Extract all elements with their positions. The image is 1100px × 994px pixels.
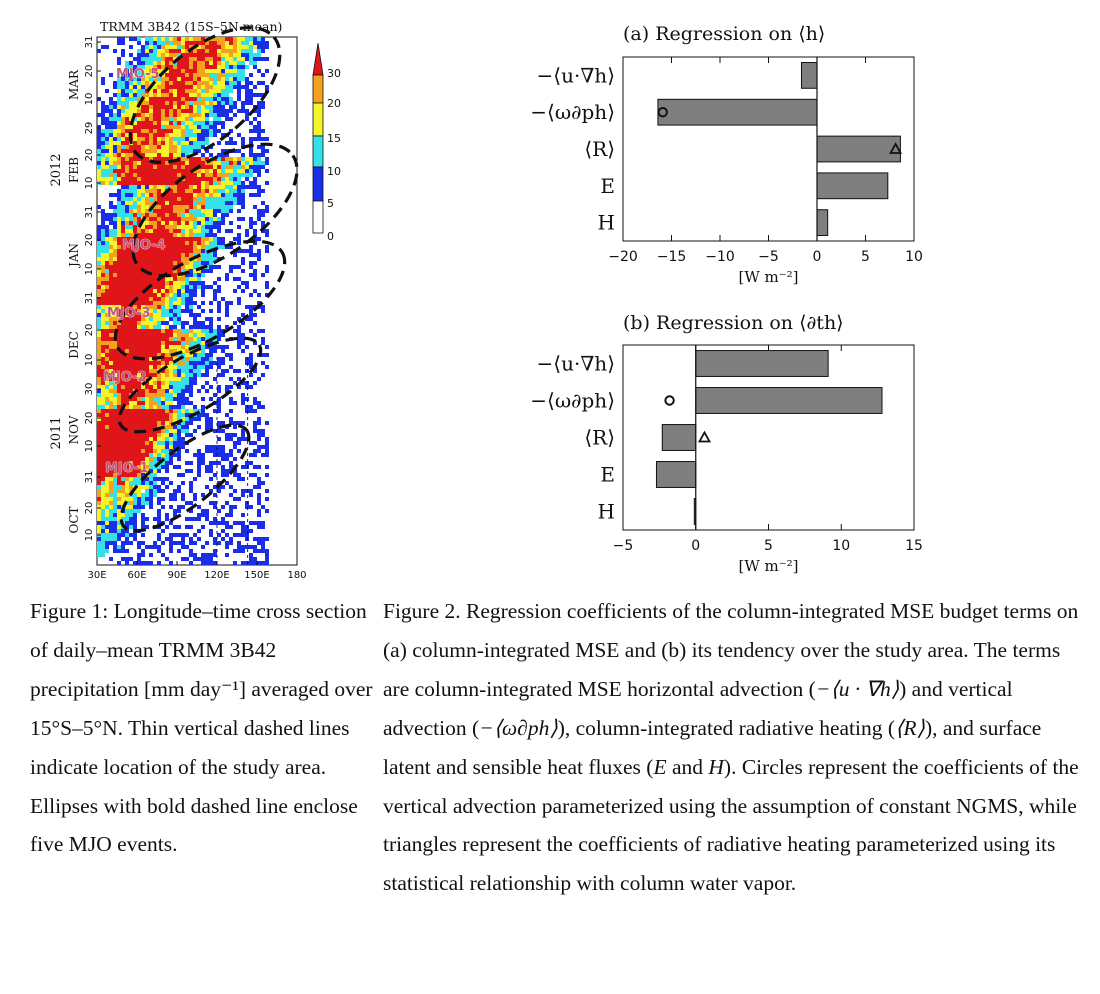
colorbar-segment <box>313 103 323 136</box>
month-label: FEB <box>67 157 81 183</box>
bar <box>662 425 695 451</box>
month-label: MAR <box>67 70 81 100</box>
day-label: 10 <box>84 176 95 190</box>
x-axis-label: [W m⁻²] <box>738 268 799 286</box>
panel-a <box>530 23 923 286</box>
panel-b <box>530 312 923 575</box>
triangle-marker <box>699 433 709 442</box>
tick-label: −5 <box>612 538 634 554</box>
category-label: H <box>597 499 615 524</box>
panel-a-title: (a) Regression on ⟨h⟩ <box>623 23 826 45</box>
colorbar-label: 20 <box>327 97 341 110</box>
day-label: 29 <box>84 121 95 135</box>
tick-label: 150E <box>244 570 270 581</box>
caption-text-6: ). Circles represent the coefficients of the vertical advection parameterized using the assumption of constant NGMS, while triangles represent the coefficients of radiative heating parameterized using its statistical relationship with column water vapor. <box>383 754 1079 896</box>
month-label: OCT <box>67 506 81 534</box>
category-label: −⟨ω∂ph⟩ <box>530 100 615 125</box>
figure-1-caption: Figure 1: Longitude–time cross section of daily–mean TRMM 3B42 precipitation [mm day⁻¹] averaged over 15°S–5°N. Thin vertical dashed lines indicate location of the study area. Ellipses with bold dashed line enclose five MJO events. <box>30 599 373 857</box>
tick-label: −20 <box>608 249 638 265</box>
bar <box>658 99 817 125</box>
mjo-label: MJO-4 <box>122 238 166 253</box>
bar <box>817 210 828 236</box>
day-label: 10 <box>84 353 95 367</box>
day-label: 10 <box>84 528 95 542</box>
tick-label: 10 <box>905 249 923 265</box>
day-label: 31 <box>84 35 95 49</box>
category-label: −⟨ω∂ph⟩ <box>530 388 615 413</box>
day-label: 30 <box>84 382 95 396</box>
day-label: 20 <box>84 148 95 162</box>
category-label: E <box>600 173 615 198</box>
day-label: 31 <box>84 291 95 305</box>
day-label: 20 <box>84 64 95 78</box>
mjo-label: MJO-1 <box>105 461 149 476</box>
bar <box>801 63 817 89</box>
tick-label: 180 <box>287 570 307 581</box>
tick-label: 120E <box>204 570 230 581</box>
day-label: 10 <box>84 92 95 106</box>
day-label: 20 <box>84 323 95 337</box>
hovmoller-title: TRMM 3B42 (15S–5N mean) <box>100 19 283 34</box>
tick-label: 30E <box>87 570 107 581</box>
caption-text-4: ), and surface latent and sensible heat fluxes ( <box>383 715 1042 779</box>
year-label: 2012 <box>49 153 64 187</box>
tick-label: −10 <box>705 249 735 265</box>
day-label: 20 <box>84 233 95 247</box>
caption-text-1: Figure 2. Regression coefficients of the column-integrated MSE budget terms on (a) column-integrated MSE and (b) its tendency over the study area. The terms are column-integrated MSE horizontal advection ( <box>383 599 1079 701</box>
colorbar-label: 5 <box>327 197 334 210</box>
caption-text-2: ) and vertical advection ( <box>383 676 1013 740</box>
bar <box>817 136 900 162</box>
category-label: ⟨R⟩ <box>584 137 615 161</box>
colorbar-label: 10 <box>327 165 341 178</box>
panel-b-title: (b) Regression on ⟨∂th⟩ <box>623 312 844 334</box>
x-axis-label: [W m⁻²] <box>738 557 799 575</box>
day-label: 31 <box>84 470 95 484</box>
tick-label: 0 <box>691 538 701 554</box>
tick-label: 10 <box>832 538 851 554</box>
day-label: 20 <box>84 411 95 425</box>
hovmoller-figure <box>49 3 341 581</box>
colorbar-label: 15 <box>327 132 341 145</box>
day-label: 10 <box>84 439 95 453</box>
colorbar-segment <box>313 167 323 201</box>
day-label: 10 <box>84 262 95 276</box>
caption-symbol-latent: E <box>653 754 667 779</box>
tick-label: −5 <box>758 249 779 265</box>
caption-symbol-sensible: H <box>708 754 724 779</box>
colorbar-segment <box>313 75 323 103</box>
tick-label: 5 <box>764 538 773 554</box>
caption-symbol-radiative-heating: ⟨R⟩ <box>895 715 925 740</box>
colorbar-label: 0 <box>327 230 334 243</box>
caption-symbol-vertical-advection: −⟨ω∂ph⟩ <box>479 715 558 740</box>
month-label: JAN <box>67 243 81 267</box>
year-label: 2011 <box>49 416 64 450</box>
bar <box>696 388 882 414</box>
tick-label: 15 <box>905 538 923 554</box>
tick-label: 90E <box>167 570 187 581</box>
caption-symbol-horizontal-advection: −⟨u · ∇h⟩ <box>815 676 900 701</box>
colorbar-segment <box>313 43 323 75</box>
tick-label: −15 <box>656 249 687 265</box>
category-label: E <box>600 462 615 487</box>
bar <box>656 462 695 488</box>
colorbar-label: 30 <box>327 67 341 80</box>
colorbar <box>313 43 341 243</box>
tick-label: 0 <box>812 249 822 265</box>
category-label: ⟨R⟩ <box>584 425 615 450</box>
month-label: DEC <box>67 331 81 359</box>
tick-label: 60E <box>127 570 147 581</box>
figure-2-caption <box>383 592 1083 903</box>
mjo-label: MJO-5 <box>116 67 160 82</box>
day-label: 20 <box>84 501 95 515</box>
caption-text-5: and <box>666 754 709 779</box>
category-label: −⟨u·∇h⟩ <box>536 351 615 376</box>
bar <box>696 351 828 377</box>
category-label: H <box>597 210 615 235</box>
precip-cells <box>97 37 269 565</box>
caption-text-3: ), column-integrated radiative heating ( <box>557 715 896 740</box>
hovmoller-y-ticks <box>49 36 101 542</box>
colorbar-segment <box>313 201 323 233</box>
month-label: NOV <box>67 415 81 445</box>
category-label: −⟨u·∇h⟩ <box>536 63 615 88</box>
bar <box>817 173 888 199</box>
mjo-label: MJO-3 <box>107 306 151 321</box>
tick-label: 5 <box>861 249 870 265</box>
circle-marker <box>665 396 673 404</box>
day-label: 31 <box>84 205 95 219</box>
mjo-label: MJO-2 <box>103 370 147 385</box>
colorbar-segment <box>313 136 323 167</box>
